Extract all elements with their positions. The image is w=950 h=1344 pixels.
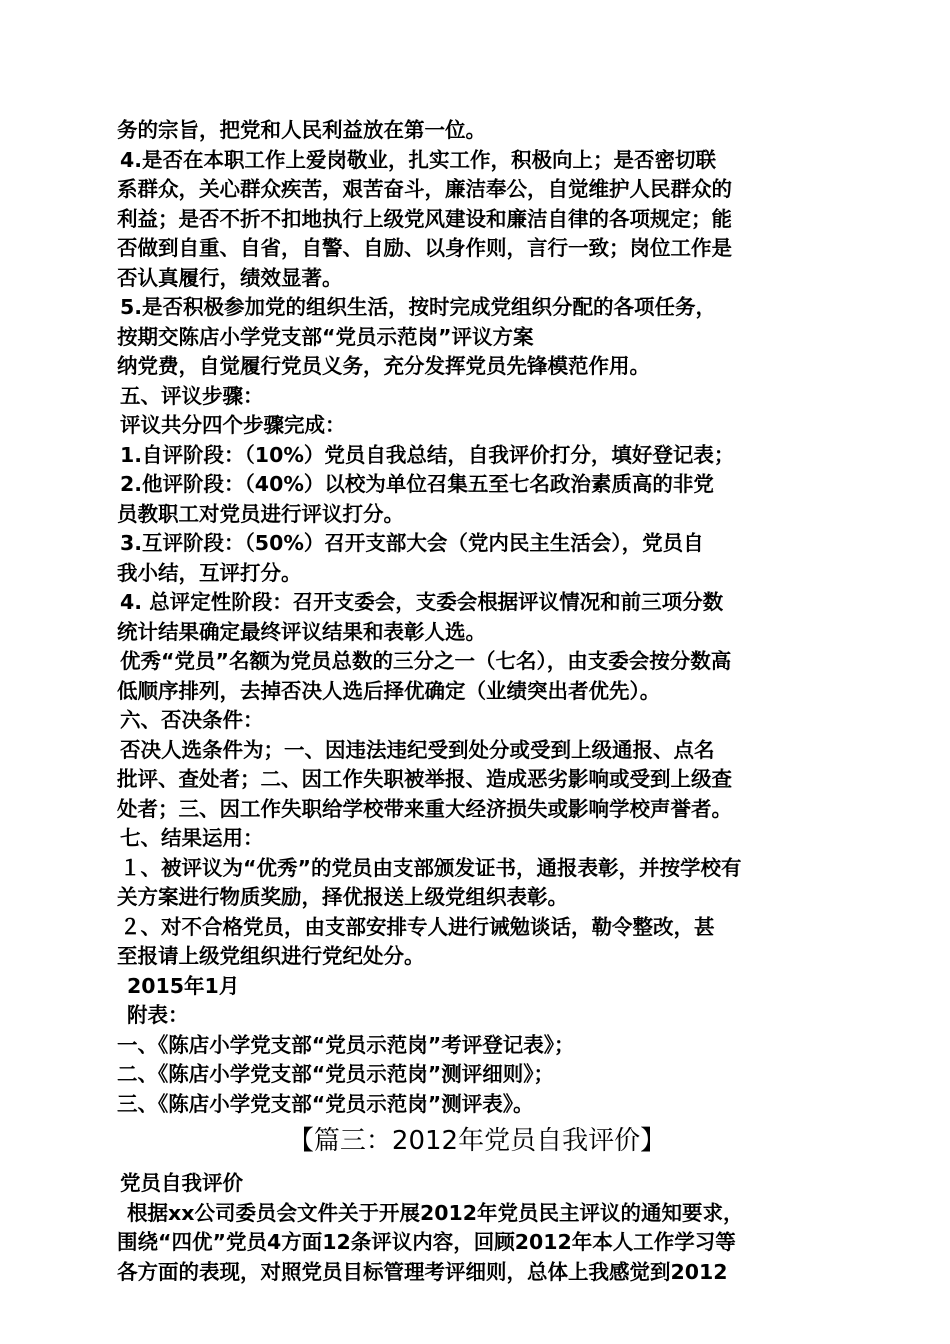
text-line: 利益；是否不折不扣地执行上级党风建设和廉洁自律的各项规定；能 [117, 206, 732, 231]
text-line: 处者；三、因工作失职给学校带来重大经济损失或影响学校声誉者。 [117, 796, 732, 821]
document-page [117, 116, 837, 1287]
text-line: 关方案进行物质奖励，择优报送上级党组织表彰。 [117, 885, 568, 909]
text-line: 5.是否积极参加党的组织生活，按时完成党组织分配的各项任务， [120, 295, 717, 319]
text-line: 2015年1月 [127, 973, 240, 998]
text-line: 低顺序排列，去掉否决人选后择优确定（业绩突出者优先）。 [117, 678, 661, 703]
text-line: 否决人选条件为；一、因违法违纪受到处分或受到上级通报、点名 [120, 737, 715, 762]
text-line: 员教职工对党员进行评议打分。 [117, 501, 404, 526]
text-line: 纳党费，自觉履行党员义务，充分发挥党员先锋模范作用。 [117, 354, 650, 378]
text-line: 三、《陈店小学党支部“党员示范岗”测评表》。 [117, 1091, 534, 1116]
text-line: ２、对不合格党员，由支部安排专人进行诫勉谈话，勒令整改，甚 [120, 914, 715, 939]
text-line: 我小结，互评打分。 [117, 560, 302, 585]
document-body-part1 [117, 116, 837, 1119]
text-line: 围绕“四优”党员4方面12条评议内容，回顾2012年本人工作学习等 [117, 1230, 736, 1254]
text-line: 按期交陈店小学党支部“党员示范岗”评议方案 [117, 324, 534, 349]
text-line: 3.互评阶段：（50%）召开支部大会（党内民主生活会），党员自 [120, 531, 704, 555]
text-line: 4. 总评定性阶段：召开支委会，支委会根据评议情况和前三项分数 [120, 590, 724, 614]
document-body-part2 [117, 1169, 837, 1287]
text-line: 附表： [127, 1003, 189, 1027]
text-line: 党员自我评价 [120, 1171, 243, 1195]
text-line: 务的宗旨，把党和人民利益放在第一位。 [117, 118, 486, 142]
text-line: 一、《陈店小学党支部“党员示范岗”考评登记表》； [117, 1032, 575, 1057]
text-line: 至报请上级党组织进行党纪处分。 [117, 944, 425, 968]
text-line: 统计结果确定最终评议结果和表彰人选。 [117, 619, 486, 644]
text-line: 五、评议步骤： [120, 383, 264, 408]
text-line: 六、否决条件： [120, 708, 264, 732]
text-line: 二、《陈店小学党支部“党员示范岗”测评细则》； [117, 1062, 554, 1086]
text-line: 否认真履行，绩效显著。 [117, 265, 343, 290]
text-line: 七、结果运用： [120, 826, 264, 850]
text-line: 4.是否在本职工作上爱岗敬业，扎实工作，积极向上；是否密切联 [120, 147, 717, 172]
text-line: 2.他评阶段：（40%）以校为单位召集五至七名政治素质高的非党 [120, 472, 714, 496]
text-line: 否做到自重、自省，自警、自励、以身作则，言行一致；岗位工作是 [117, 236, 732, 260]
text-line: 系群众，关心群众疾苦，艰苦奋斗，廉洁奉公，自觉维护人民群众的 [117, 177, 732, 201]
text-line: 优秀“党员”名额为党员总数的三分之一（七名），由支委会按分数高 [120, 649, 732, 673]
text-line: 批评、查处者；二、因工作失职被举报、造成恶劣影响或受到上级查 [117, 767, 732, 791]
text-line: 1.自评阶段：（10%）党员自我总结，自我评价打分，填好登记表； [120, 442, 735, 467]
text-line: 根据xx公司委员会文件关于开展2012年党员民主评议的通知要求， [127, 1200, 744, 1225]
text-line: １、被评议为“优秀”的党员由支部颁发证书，通报表彰，并按学校有 [120, 855, 742, 880]
text-line: 各方面的表现，对照党员目标管理考评细则，总体上我感觉到2012 [117, 1259, 728, 1284]
section-heading: 【篇三：2012年党员自我评价】 [287, 1126, 667, 1156]
text-line: 评议共分四个步骤完成： [120, 413, 346, 437]
